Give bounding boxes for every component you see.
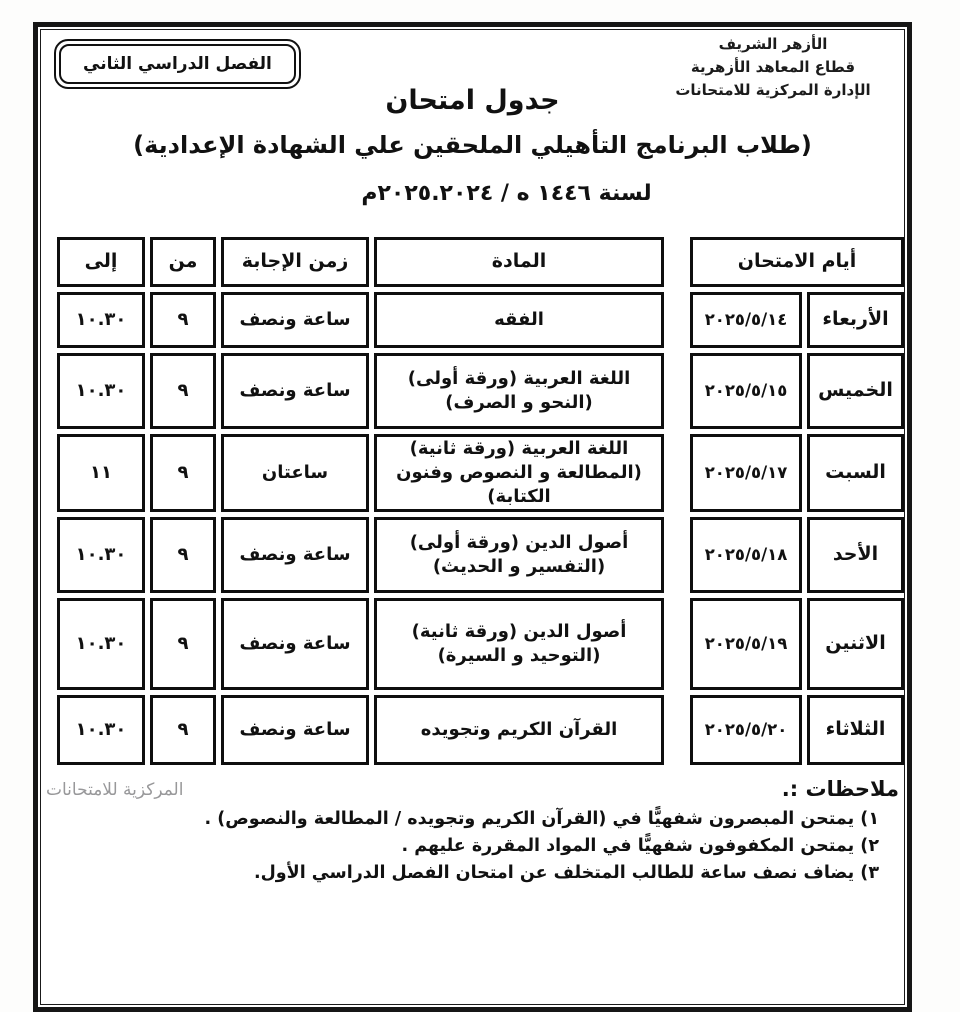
page-title: جدول امتحان [385,85,560,116]
subject-cell [374,353,664,429]
duration-cell: ساعة ونصف [221,598,369,690]
end-time-cell: ١٠.٣٠ [57,353,145,429]
subject-line2: (المطالعة و النصوص وفنون الكتابة) [396,461,642,508]
exam-date-cell: ٢٠٢٥/٥/١٤ [690,292,802,348]
subject-cell [374,292,664,348]
exam-date-cell: ٢٠٢٥/٥/١٧ [690,434,802,512]
duration-cell: ساعة ونصف [221,517,369,593]
duration-cell: ساعة ونصف [221,353,369,429]
exam-day-cell: الثلاثاء [807,695,904,765]
exam-date-cell: ٢٠٢٥/٥/١٩ [690,598,802,690]
gray-stamp-watermark: المركزية للامتحانات [46,780,184,800]
exam-date-cell: ٢٠٢٥/٥/١٥ [690,353,802,429]
start-time-cell: ٩ [150,353,216,429]
exam-date-cell: ٢٠٢٥/٥/٢٠ [690,695,802,765]
note-item-1: ١) يمتحن المبصرون شفهيًّا في (القرآن الكريم وتجويده / المطالعة والنصوص) . [204,809,879,829]
org-line-azhar: الأزهر الشريف [718,35,828,53]
exam-day-cell: السبت [807,434,904,512]
end-time-cell: ١١ [57,434,145,512]
start-time-cell: ٩ [150,517,216,593]
org-line-institutes-sector: قطاع المعاهد الأزهرية [690,58,856,76]
subject-line1: اللغة العربية (ورقة أولى) [407,367,631,389]
subject-line2: (النحو و الصرف) [445,392,593,413]
subject-line1: الفقه [494,308,544,330]
subject-line1: أصول الدين (ورقة ثانية) [411,620,627,642]
end-time-cell: ١٠.٣٠ [57,598,145,690]
subject-cell [374,598,664,690]
semester-badge [54,39,301,89]
notes-section [109,777,899,887]
exam-date-cell: ٢٠٢٥/٥/١٨ [690,517,802,593]
note-item-2: ٢) يمتحن المكفوفون شفهيًّا في المواد المقررة عليهم . [401,836,879,856]
page-subtitle: (طلاب البرنامج التأهيلي الملحقين علي الشهادة الإعدادية) [133,131,812,159]
subject-cell [374,434,664,512]
duration-cell: ساعة ونصف [221,292,369,348]
exam-day-cell: الأحد [807,517,904,593]
header-subject: المادة [374,237,664,287]
subject-line2: (التوحيد و السيرة) [437,645,601,666]
exam-day-cell: الاثنين [807,598,904,690]
semester-badge-label: الفصل الدراسي الثاني [59,44,296,84]
header-from: من [150,237,216,287]
exam-schedule-table [56,237,904,765]
exam-schedule-grid [56,237,904,765]
subject-line2: (التفسير و الحديث) [432,556,606,577]
note-item-3: ٣) يضاف نصف ساعة للطالب المتخلف عن امتحان الفصل الدراسي الأول. [253,863,879,883]
start-time-cell: ٩ [150,292,216,348]
duration-cell: ساعة ونصف [221,695,369,765]
subject-line1: أصول الدين (ورقة أولى) [409,531,629,553]
end-time-cell: ١٠.٣٠ [57,517,145,593]
start-time-cell: ٩ [150,695,216,765]
start-time-cell: ٩ [150,434,216,512]
subject-cell [374,695,664,765]
duration-cell: ساعتان [221,434,369,512]
header-to: إلى [57,237,145,287]
academic-year-line: لسنة ١٤٤٦ ه / ٢٠٢٥.٢٠٢٤م [361,181,652,206]
start-time-cell: ٩ [150,598,216,690]
header-answer-time: زمن الإجابة [221,237,369,287]
end-time-cell: ١٠.٣٠ [57,695,145,765]
document-frame [33,22,912,1012]
exam-day-cell: الخميس [807,353,904,429]
header-exam-days: أيام الامتحان [690,237,904,287]
org-line-central-exams-admin: الإدارة المركزية للامتحانات [675,81,871,99]
subject-line1: القرآن الكريم وتجويده [420,718,618,740]
exam-day-cell: الأربعاء [807,292,904,348]
end-time-cell: ١٠.٣٠ [57,292,145,348]
subject-line1: اللغة العربية (ورقة ثانية) [409,437,629,459]
subject-cell [374,517,664,593]
notes-heading: ملاحظات :. [781,777,899,801]
